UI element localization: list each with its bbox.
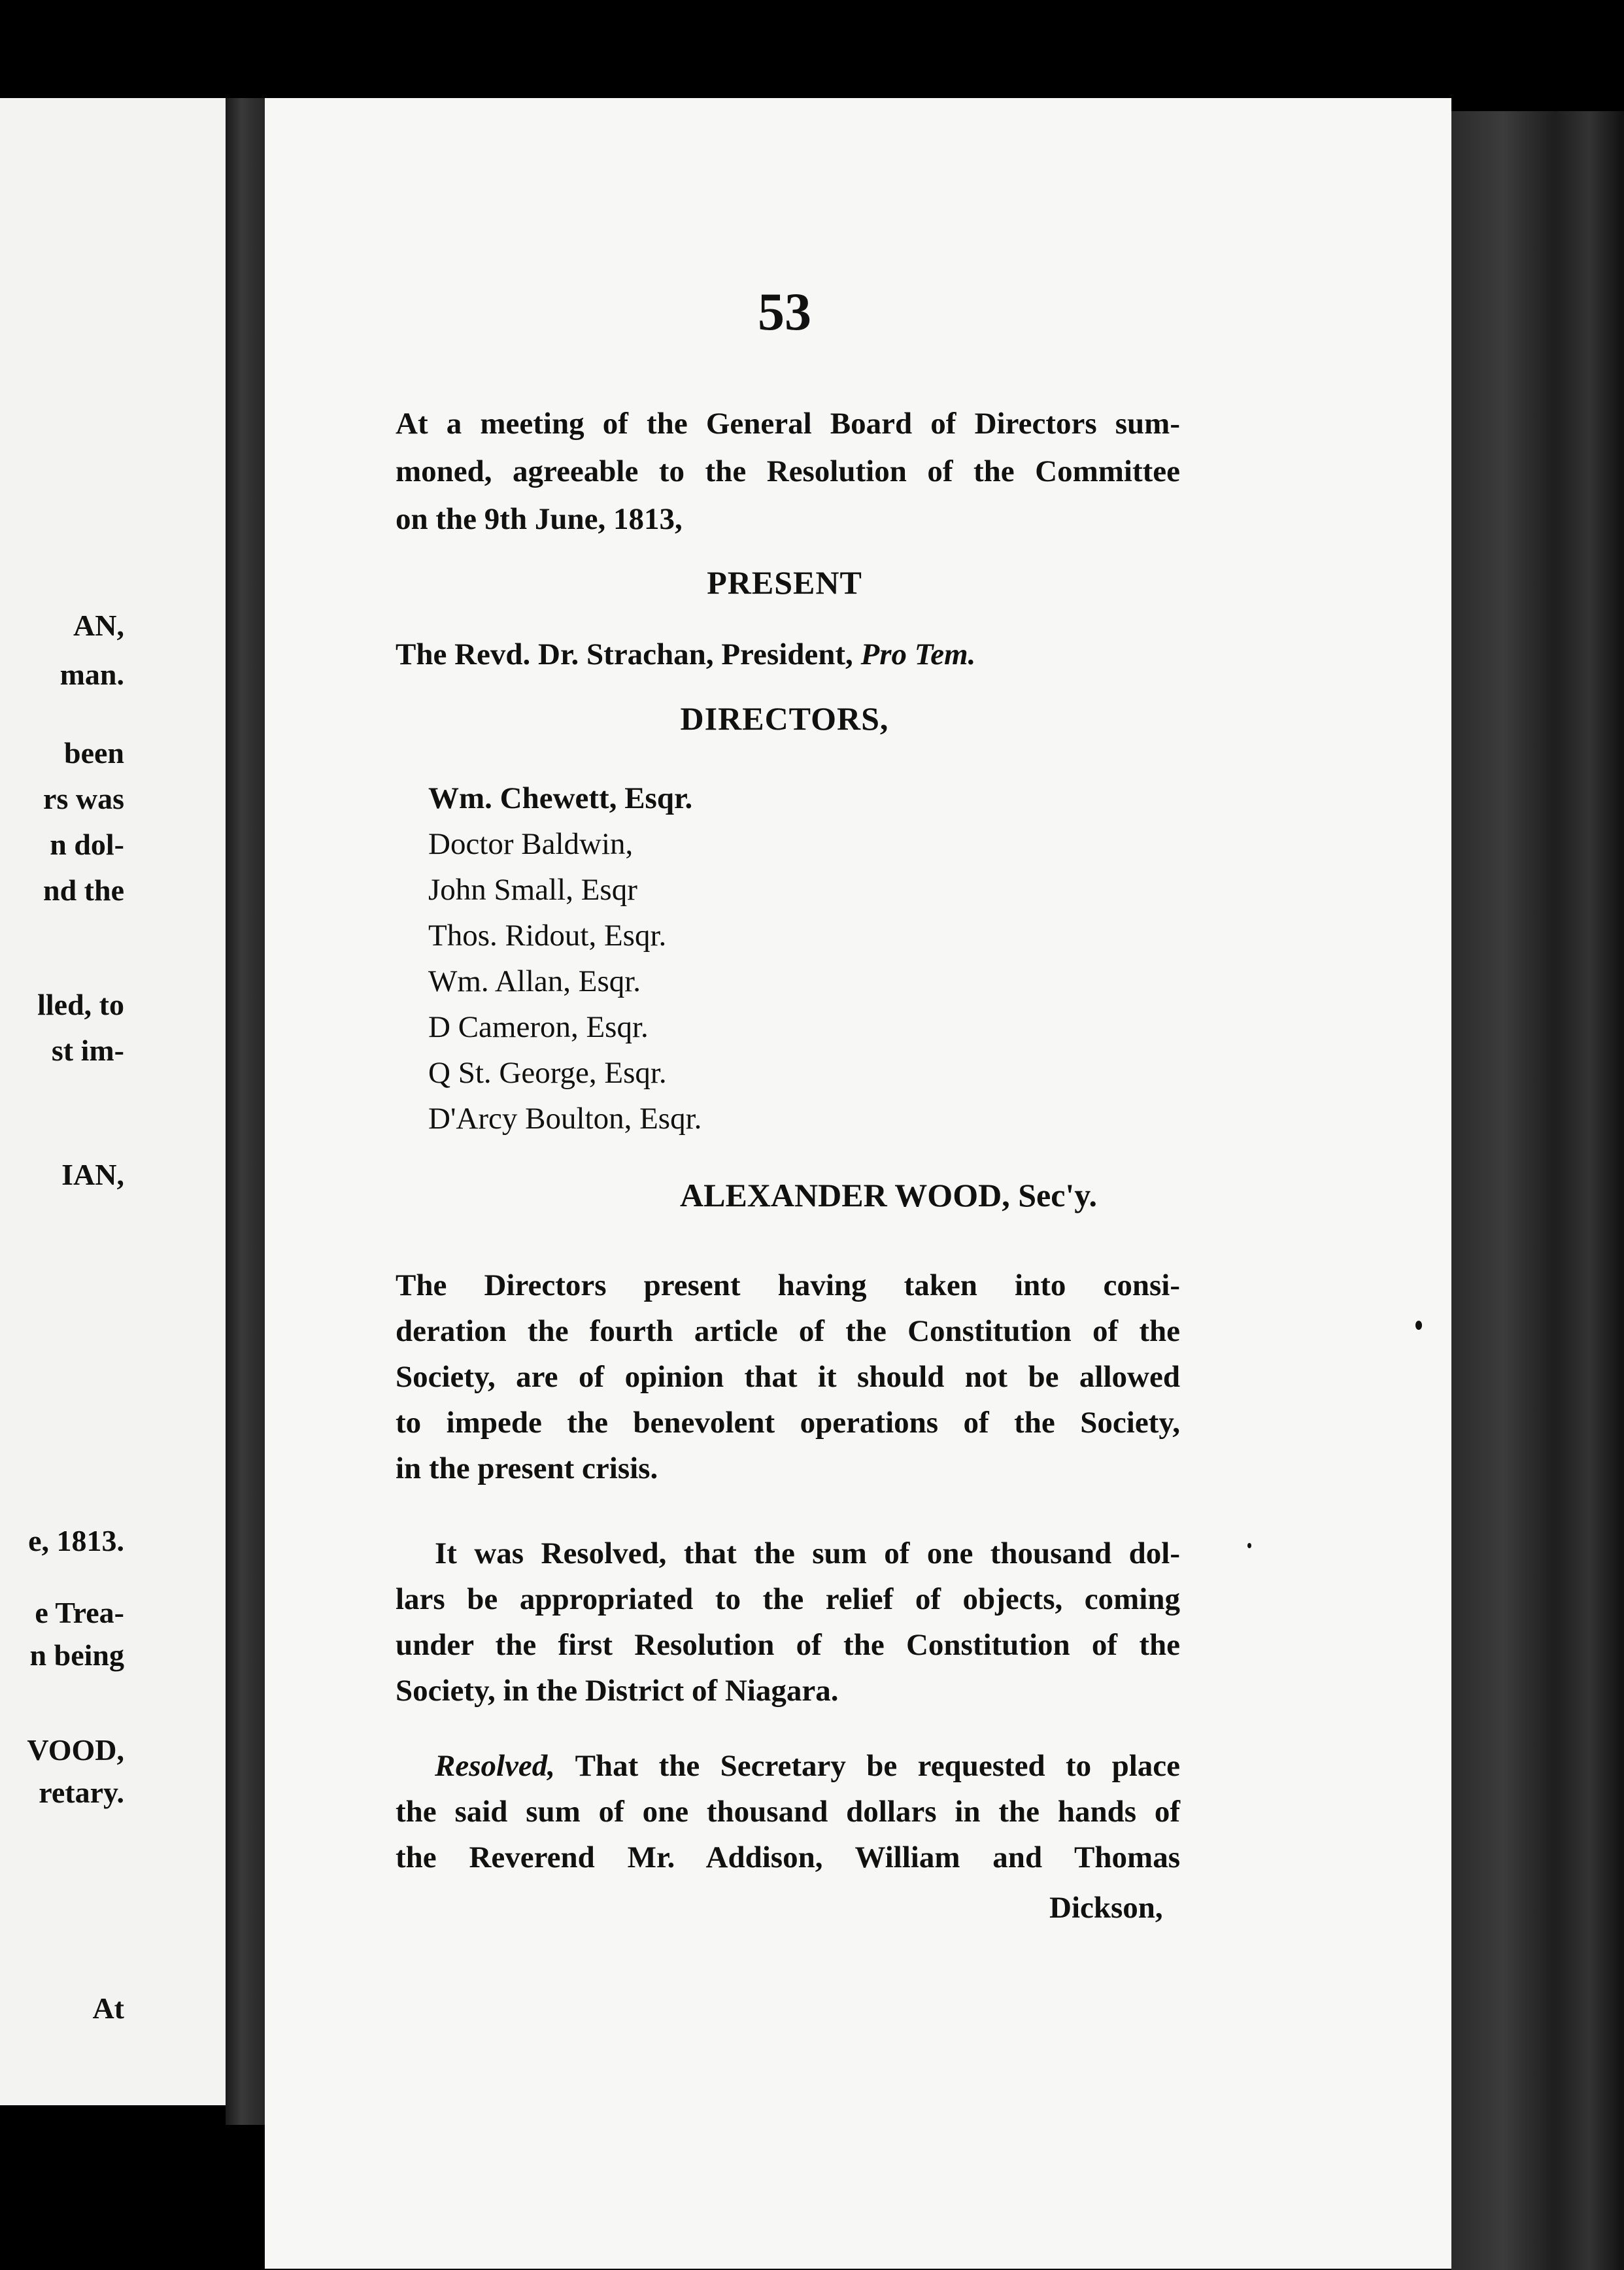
left-page-fragment: retary. — [39, 1776, 124, 1809]
paragraph-line: lars be appropriated to the relief of objects, coming — [396, 1582, 1180, 1616]
left-page-fragment: st im- — [51, 1034, 124, 1067]
left-page-fragment: rs was — [43, 782, 124, 815]
paragraph-line: under the first Resolution of the Constitution of the — [396, 1628, 1180, 1662]
book-gutter — [226, 98, 265, 2125]
director-item: Q St. George, Esqr. — [428, 1056, 667, 1090]
intro-line: on the 9th June, 1813, — [396, 502, 683, 536]
paragraph-line: deration the fourth article of the Constitution of the — [396, 1314, 1180, 1348]
paragraph-line — [435, 1751, 1180, 1782]
scan-speck — [1247, 1543, 1251, 1548]
paragraph-line: Society, are of opinion that it should not be allowed — [396, 1360, 1180, 1394]
director-item: Doctor Baldwin, — [428, 827, 634, 861]
paragraph-line: Society, in the District of Niagara. — [396, 1674, 839, 1708]
left-page-fragment: n being — [29, 1638, 124, 1672]
left-page-fragment: e, 1813. — [28, 1524, 124, 1557]
page-edges — [1451, 111, 1624, 2270]
president-line — [396, 639, 975, 670]
left-page-fragment: man. — [59, 658, 124, 691]
catchword: Dickson, — [1049, 1891, 1163, 1925]
resolved-rest: That the Secretary be requested to place — [575, 1749, 1180, 1783]
paragraph-line: in the present crisis. — [396, 1451, 658, 1485]
left-page-fragment: nd the — [43, 873, 124, 907]
paragraph-line: the Reverend Mr. Addison, William and Thomas — [396, 1840, 1180, 1874]
director-item: D'Arcy Boulton, Esqr. — [428, 1102, 702, 1136]
left-page-fragment: At — [92, 1991, 124, 2025]
left-page-fragment: IAN, — [61, 1158, 124, 1191]
paragraph-line: to impede the benevolent operations of the Society, — [396, 1406, 1180, 1440]
director-item: Wm. Chewett, Esqr. — [428, 781, 693, 815]
left-page — [0, 98, 226, 2105]
paragraph-line: The Directors present having taken into consi- — [396, 1268, 1180, 1302]
paragraph-line: It was Resolved, that the sum of one thousand dol- — [435, 1536, 1180, 1570]
left-page-fragment: e Trea- — [35, 1596, 124, 1629]
scan-speck — [1415, 1321, 1422, 1330]
page-number: 53 — [758, 282, 811, 341]
intro-line: At a meeting of the General Board of Directors sum- — [396, 407, 1180, 441]
left-page-fragment: n dol- — [50, 828, 124, 861]
left-page-fragment: been — [64, 736, 124, 770]
pro-tem: Pro Tem. — [860, 637, 976, 671]
present-heading: PRESENT — [707, 564, 862, 601]
director-item: Wm. Allan, Esqr. — [428, 964, 641, 998]
left-page-fragment: lled, to — [37, 988, 124, 1021]
intro-line: moned, agreeable to the Resolution of the Committee — [396, 454, 1180, 488]
left-page-fragment: AN, — [73, 609, 124, 642]
resolved-word: Resolved, — [435, 1749, 556, 1783]
director-item: D Cameron, Esqr. — [428, 1010, 649, 1044]
paragraph-line: the said sum of one thousand dollars in the hands of — [396, 1795, 1180, 1829]
directors-heading: DIRECTORS, — [680, 700, 889, 737]
secretary-signature: ALEXANDER WOOD, Sec'y. — [680, 1177, 1098, 1213]
left-page-fragment: VOOD, — [27, 1733, 124, 1767]
director-item: Thos. Ridout, Esqr. — [428, 919, 667, 953]
director-item: John Small, Esqr — [428, 873, 637, 907]
president-name: The Revd. Dr. Strachan, President, — [396, 637, 853, 671]
